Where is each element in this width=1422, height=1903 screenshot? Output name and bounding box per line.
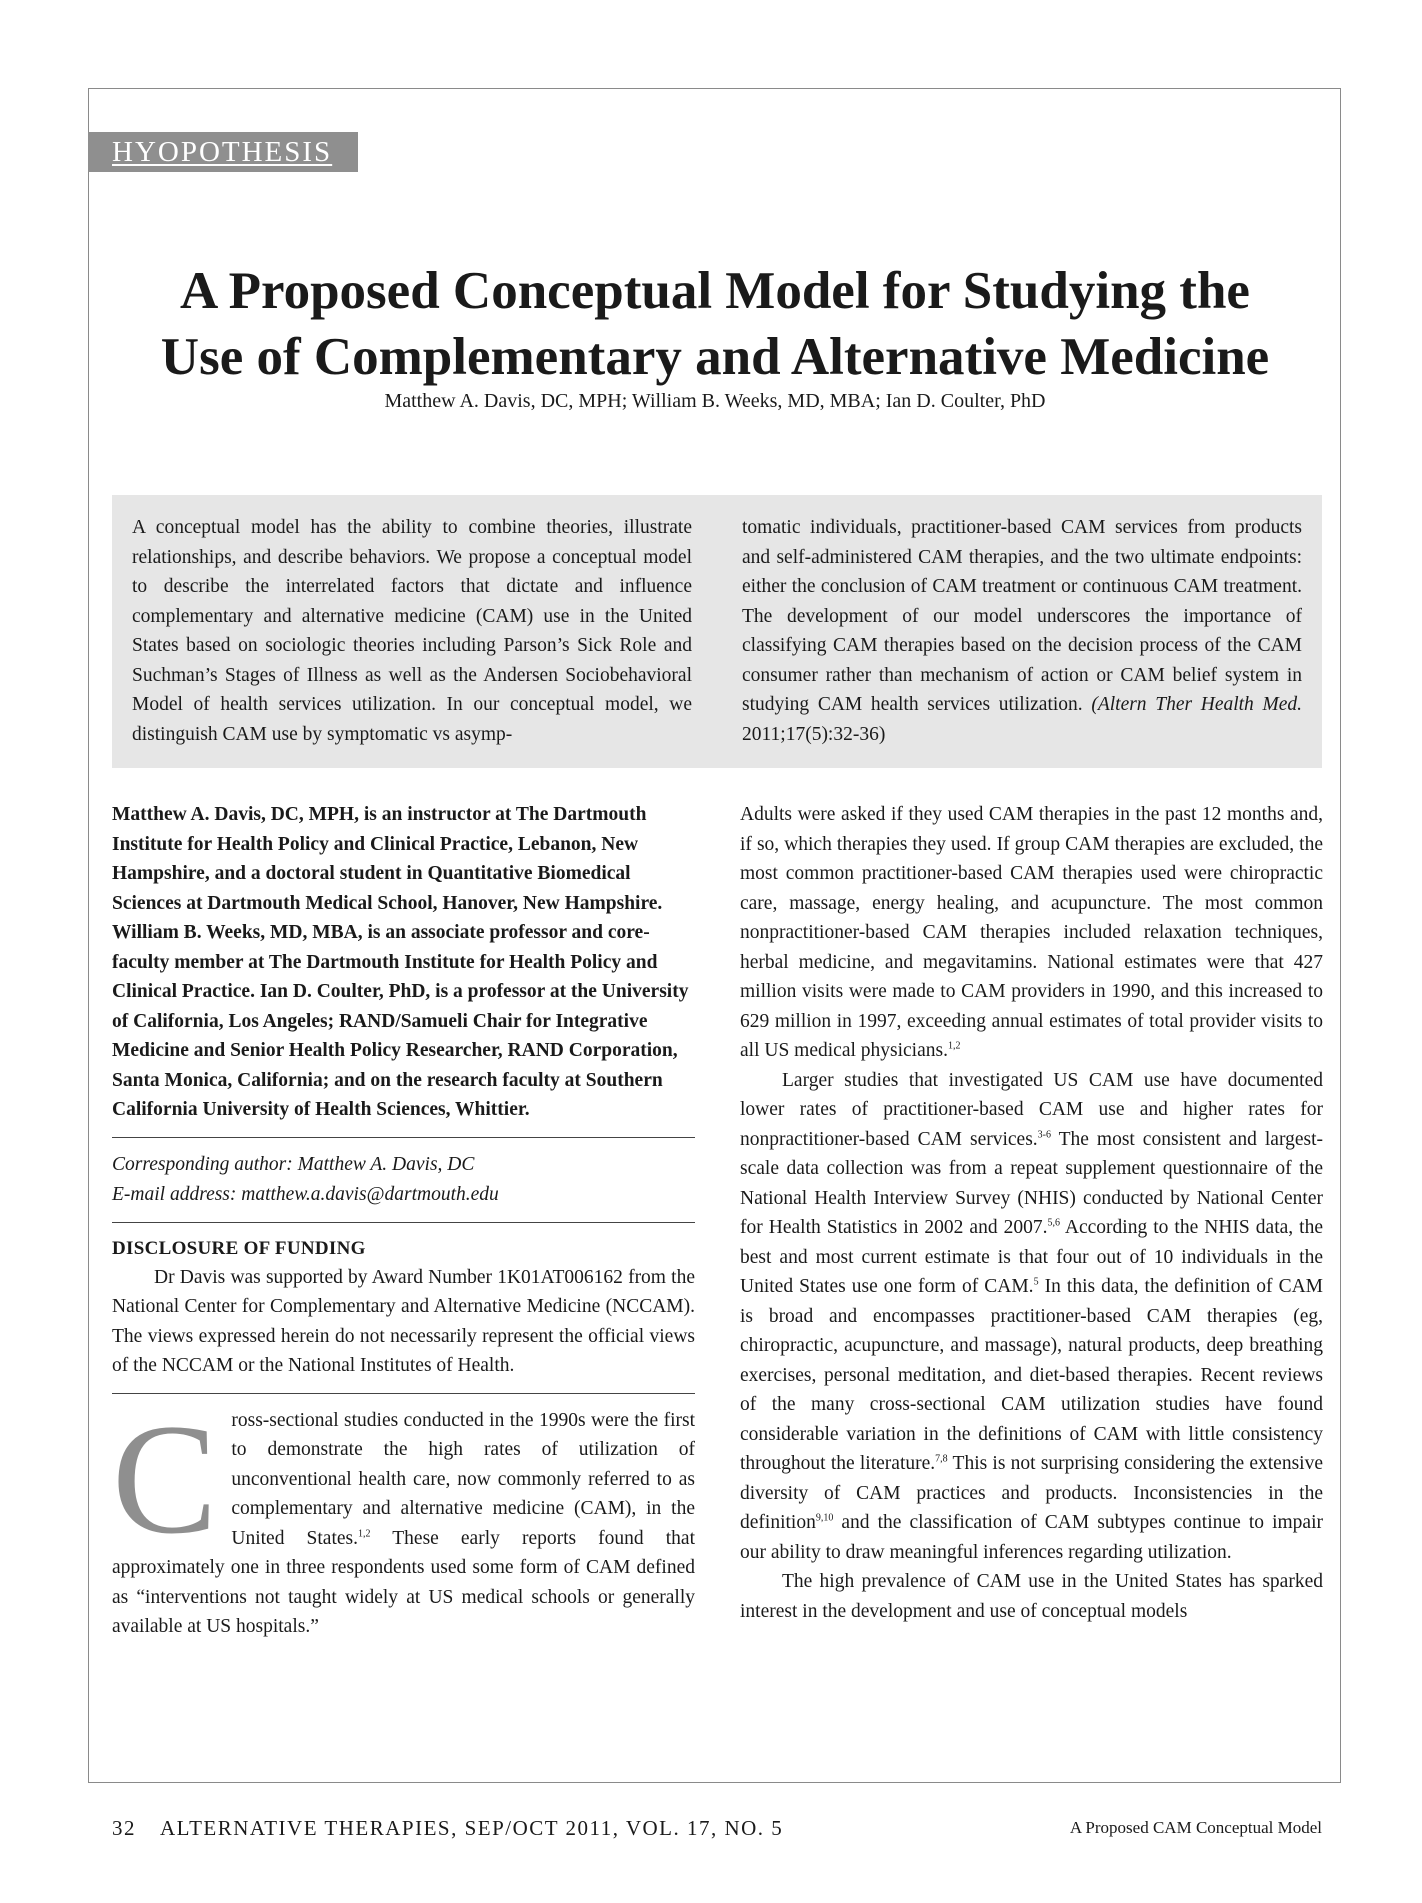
left-column bbox=[112, 800, 695, 1642]
author-line: Matthew A. Davis, DC, MPH; William B. Weeks, MD, MBA; Ian D. Coulter, PhD bbox=[384, 390, 1046, 412]
disclosure-text: Dr Davis was supported by Award Number 1K01AT006162 from the National Center for Complementary and Alternative Medicine (NCCAM). The views expressed herein do not necessarily represent the official views of the NCCAM or the National Institutes of Health. bbox=[112, 1266, 695, 1376]
citation-sup: 1,2 bbox=[358, 1528, 371, 1539]
citation-sup: 7,8 bbox=[935, 1453, 948, 1465]
drop-cap: C bbox=[112, 1391, 218, 1567]
intro-paragraph bbox=[112, 1391, 696, 1642]
abstract-text-left: A conceptual model has the ability to combine theories, illustrate relationships, and describe behaviors. We propose a conceptual model to describe the interrelated factors that dictate and influence complementary and alternative medicine (CAM) use in the United States based on sociologic theories including Parson’s Sick Role and Suchman’s Stages of Illness as well as the Andersen Sociobehavioral Model of health services utilization. In our conceptual model, we distinguish CAM use by symptomatic vs asymp- bbox=[132, 517, 692, 745]
p2-text-f: and the classification of CAM subtypes continue to impair our ability to draw meaningful inferences regarding utilization. bbox=[740, 1512, 1323, 1563]
journal-info: ALTERNATIVE THERAPIES, SEP/OCT 2011, VOL. 17, NO. 5 bbox=[160, 1816, 784, 1840]
body-paragraph-3: The high prevalence of CAM use in the United States has sparked interest in the development and use of conceptual models bbox=[740, 1571, 1323, 1622]
footer-journal bbox=[112, 1816, 783, 1841]
abstract-right-text: tomatic individuals, practitioner-based CAM services from products and self-administered CAM therapies, and the two ultimate endpoints: either the conclusion of CAM treatment or continuous CAM treatment. The development of our model underscores the importance of classifying CAM therapies based on the decision process of the CAM consumer rather than mechanism of action or CAM belief system in studying CAM health services utilization. bbox=[742, 517, 1302, 715]
author-bio: Matthew A. Davis, DC, MPH, is an instructor at The Dartmouth Institute for Health Policy and Clinical Practice, Lebanon, New Hampshire, and a doctoral student in Quantitative Biomedical Sciences at Dartmouth Medical School, Hanover, New Hampshire. William B. Weeks, MD, MBA, is an associate professor and core-faculty member at The Dartmouth Institute for Health Policy and Clinical Practice. Ian D. Coulter, PhD, is a professor at the University of California, Los Angeles; RAND/Samueli Chair for Integrative Medicine and Senior Health Policy Researcher, RAND Corporation, Santa Monica, California; and on the research faculty at Southern California University of Health Sciences, Whittier. bbox=[112, 804, 689, 1120]
divider bbox=[112, 1137, 695, 1138]
title-line-1: A Proposed Conceptual Model for Studying the bbox=[180, 262, 1250, 320]
abstract-text-right bbox=[742, 513, 1302, 749]
citation-sup: 5,6 bbox=[1047, 1217, 1060, 1229]
running-title: A Proposed CAM Conceptual Model bbox=[1069, 1818, 1322, 1837]
citation-journal: (Altern Ther Health Med. bbox=[1091, 694, 1302, 715]
title-line-2: Use of Complementary and Alternative Medicine bbox=[160, 328, 1270, 386]
article-title bbox=[110, 258, 1320, 390]
p2-text-d: In this data, the definition of CAM is broad and encompasses practitioner-based CAM therapies (eg, chiropractic, acupuncture, and massage), natural products, deep breathing exercises, personal meditation, and diet-based therapies. Recent reviews of the many cross-sectional CAM utilization studies have found considerable variation in the definitions of CAM with little consistency throughout the literature. bbox=[740, 1276, 1323, 1474]
abstract-right-column bbox=[742, 513, 1302, 768]
right-column bbox=[740, 800, 1323, 1626]
email-address: E-mail address: matthew.a.davis@dartmouth.edu bbox=[112, 1183, 499, 1205]
page-number: 32 bbox=[112, 1816, 136, 1840]
section-tag: HYOPOTHESIS bbox=[88, 132, 358, 172]
p2-text-c: According to the NHIS data, the best and most current estimate is that four out of 10 individuals in the United States use one form of CAM. bbox=[740, 1217, 1323, 1297]
intro-text: ross-sectional studies conducted in the 1990s were the first to demonstrate the high rates of utilization of unconventional health care, now commonly referred to as complementary and alternative medicine (CAM), in the United States. bbox=[231, 1409, 695, 1549]
disclosure-heading: DISCLOSURE OF FUNDING bbox=[112, 1237, 366, 1259]
citation-sup: 3-6 bbox=[1037, 1129, 1052, 1140]
citation-sup: 1,2 bbox=[947, 1040, 961, 1052]
p2-text-a: Larger studies that investigated US CAM use have documented lower rates of practitioner-based CAM use and higher rates for nonpractitioner-based CAM services. bbox=[740, 1069, 1323, 1150]
intro-text-2: These early reports found that approximately one in three respondents used some form of CAM defined as “interventions not taught widely at US medical schools or generally available at US hospitals.” bbox=[112, 1527, 696, 1637]
divider bbox=[112, 1222, 695, 1223]
abstract-left-column bbox=[132, 513, 692, 768]
p2-text-b: The most consistent and largest-scale data collection was from a repeat supplement questionnaire of the National Health Interview Survey (NHIS) conducted by National Center for Health Statistics in 2002 and 2007. bbox=[740, 1128, 1324, 1238]
abstract-box bbox=[112, 495, 1322, 768]
corresponding-author: Corresponding author: Matthew A. Davis, DC bbox=[112, 1153, 475, 1175]
body-paragraph-2 bbox=[740, 1066, 1323, 1568]
citation-rest: 2011;17(5):32-36) bbox=[742, 723, 886, 745]
p1-text: Adults were asked if they used CAM therapies in the past 12 months and, if so, which therapies they used. If group CAM therapies are excluded, the most common practitioner-based CAM therapies used were chiropractic care, massage, energy healing, and acupuncture. The most common nonpractitioner-based CAM therapies included relaxation techniques, herbal medicine, and megavitamins. National estimates were that 427 million visits were made to CAM providers in 1990, and this increased to 629 million in 1997, exceeding annual estimates of total provider visits to all US medical physicians. bbox=[740, 804, 1323, 1061]
body-paragraph-1 bbox=[740, 800, 1323, 1066]
p2-text-e: This is not surprising considering the extensive diversity of CAM practices and products. Inconsistencies in the definition bbox=[740, 1453, 1323, 1533]
citation-sup: 5 bbox=[1033, 1276, 1039, 1288]
citation-sup: 9,10 bbox=[815, 1512, 834, 1524]
